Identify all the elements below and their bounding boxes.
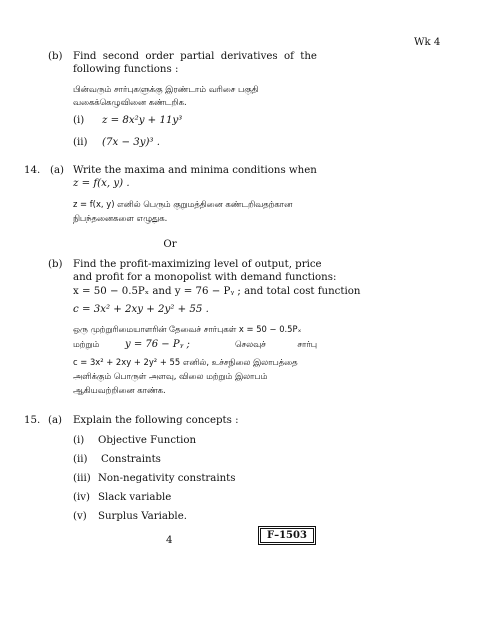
word: Find [73, 51, 97, 62]
q14a-line1: Write the maxima and minima conditions when [73, 165, 317, 176]
q14a-line2: z = f(x, y) . [73, 178, 130, 189]
q15-item-label: (v) [73, 511, 87, 522]
q13b-ii-expr: (7x − 3y)³ . [102, 137, 160, 148]
q13b-tamil1: பின்வரும் சார்புகளுக்கு இரண்டாம் வரிசை பகுதி [73, 84, 259, 94]
q14a-tamil1: z = f(x, y) எனில் பெரும் குறுமத்தினை கண்டறிவதற்கான [73, 199, 293, 209]
q15-item-text: Objective Function [98, 435, 197, 446]
q15-item-label: (i) [73, 435, 85, 446]
q14b-tamil1: ஒரு முற்றுரிமையாளரின் தேவைச் சார்புகள் x = 50 − 0.5Pₓ [73, 324, 302, 334]
page-number: 4 [166, 535, 173, 546]
q15-item-text: Surplus Variable. [98, 511, 187, 522]
q13b-label: (b) [48, 51, 63, 62]
q14b-tamil4: அளிக்கும் பொருள் அளவு, விலை மற்றும் இலாபம் [73, 371, 268, 381]
q14b-tamil2-mid: y = 76 − Pᵧ ; [125, 339, 190, 350]
q13b-line1 [73, 50, 317, 63]
word: derivatives [220, 51, 278, 62]
q15-item-text: Non-negativity constraints [98, 473, 236, 484]
word: the [300, 51, 317, 62]
q14b-tamil2-r1: செலவுச் [235, 339, 266, 349]
q14b-line1: Find the profit-maximizing level of output, price [73, 259, 322, 270]
q14a-tamil2: நிபந்தனைகளை எழுதுக. [73, 213, 168, 223]
word: order [145, 51, 174, 62]
q13b-ii-label: (ii) [73, 137, 88, 148]
q13b-tamil2: வகைக்கெழுவினை கண்டறிக. [73, 97, 187, 107]
q15-item-label: (ii) [73, 454, 88, 465]
q15-item-text: Constraints [101, 454, 161, 465]
q15-number: 15. [24, 415, 41, 426]
q15a-label: (a) [48, 415, 63, 426]
q14b-tamil3: c = 3x² + 2xy + 2y² + 55 எனில், உச்சநிலை இலாபத்தை [73, 357, 298, 367]
q14b-label: (b) [48, 259, 63, 270]
q14b-line2: and profit for a monopolist with demand functions: [73, 272, 337, 283]
word: partial [180, 51, 215, 62]
q14-number: 14. [24, 165, 41, 176]
q14b-tamil5: ஆகியவற்றினை காண்க. [73, 385, 166, 395]
q14b-line3: x = 50 − 0.5Pₓ and y = 76 − Pᵧ ; and total cost function [73, 286, 361, 297]
q13b-line2: following functions : [73, 64, 179, 75]
paper-code: F–1503 [260, 528, 314, 543]
page-tag: Wk 4 [414, 37, 441, 48]
q13b-i-label: (i) [73, 115, 85, 126]
q15-item-text: Slack variable [98, 492, 172, 503]
paper-code-box [258, 526, 316, 545]
or-separator: Or [163, 239, 177, 250]
q14b-tamil2-left: மற்றும் [73, 339, 100, 349]
q15-item-label: (iv) [73, 492, 90, 503]
q15-item-label: (iii) [73, 473, 91, 484]
q15a-line: Explain the following concepts : [73, 415, 239, 426]
q14b-tamil2-r2: சார்பு [297, 339, 317, 349]
word: second [102, 51, 139, 62]
q13b-i-expr: z = 8x²y + 11y³ [102, 115, 183, 126]
word: of [283, 51, 294, 62]
q14b-line4: c = 3x² + 2xy + 2y² + 55 . [73, 304, 209, 315]
q14a-label: (a) [50, 165, 65, 176]
